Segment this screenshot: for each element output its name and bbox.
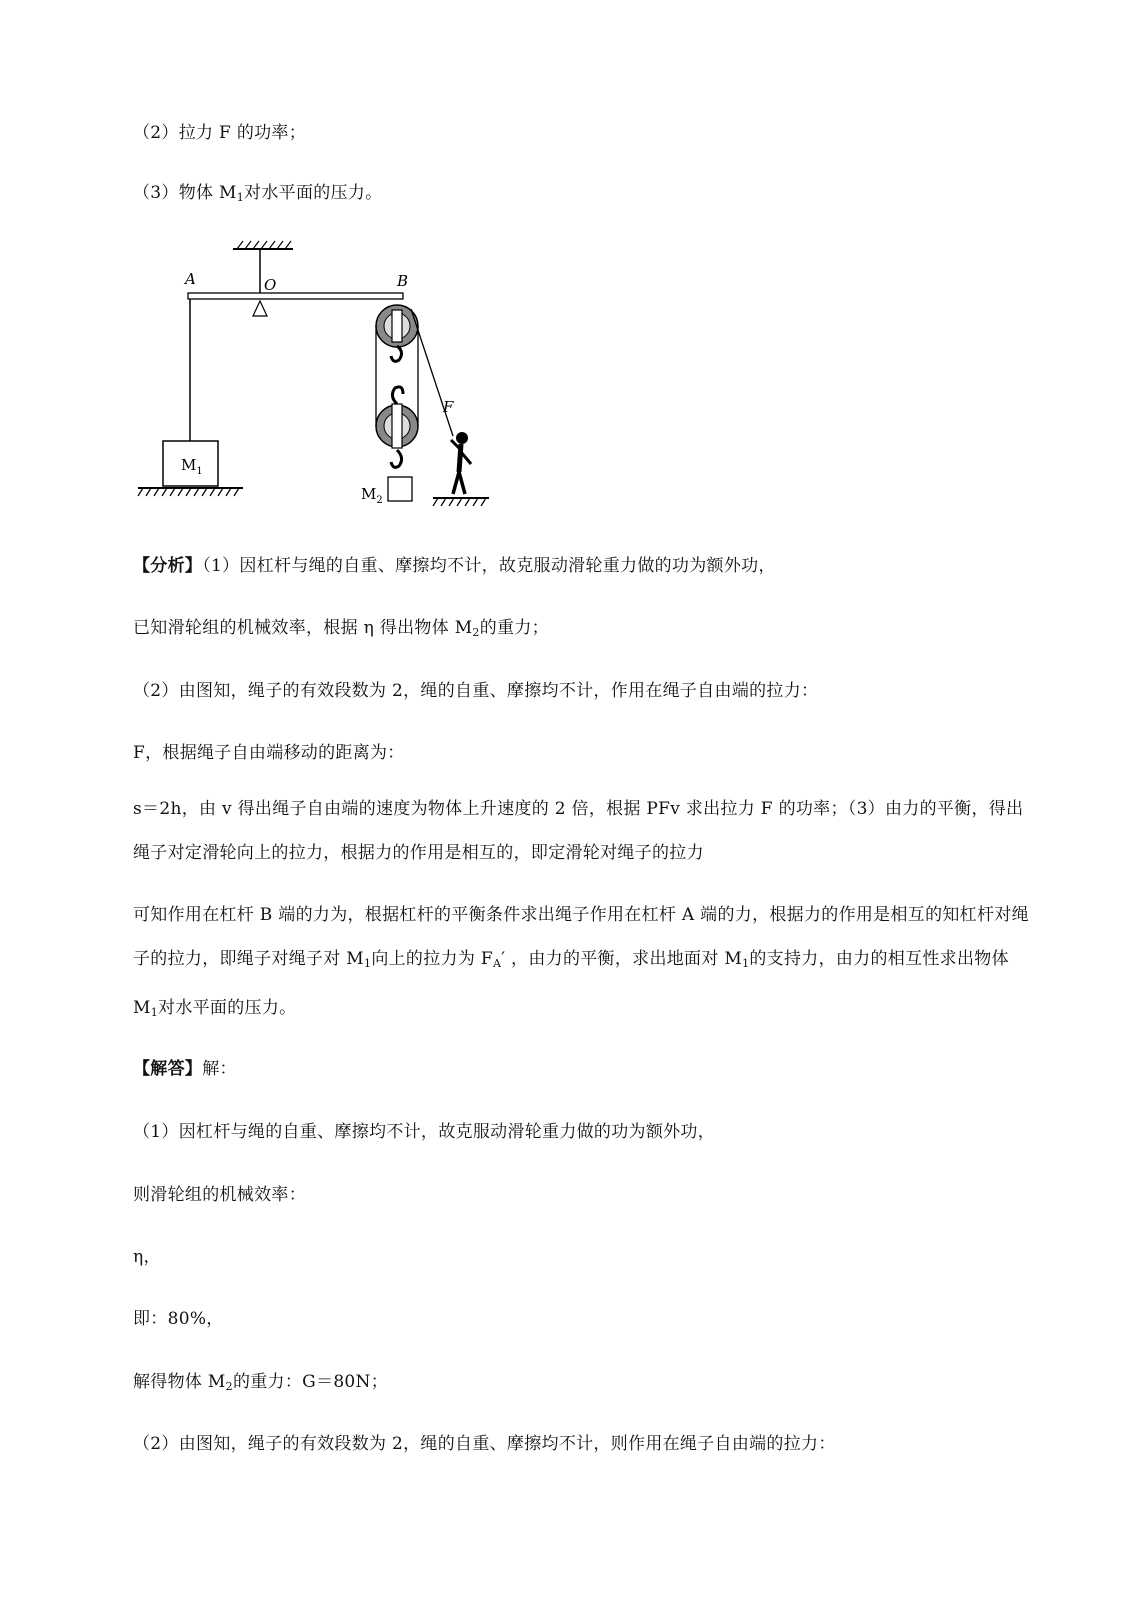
question-2: （2）拉力 F 的功率； [133,123,307,143]
analysis-line-3: （2）由图知，绳子的有效段数为 2，绳的自重、摩擦均不计，作用在绳子自由端的拉力： [133,681,819,701]
subscript: 2 [472,626,480,639]
solution-line-5: 解得物体 $M_2$的重力：G＝80N； [133,1372,389,1393]
block-m2 [388,477,412,501]
label-o: O [264,276,277,294]
question-3-text-end: 对水平面的压力。 [244,183,383,203]
ceiling-hatch [237,241,291,249]
solution-heading: 【解答】 [133,1059,203,1079]
subscript: 1 [236,191,245,204]
hook-mid [392,387,403,404]
analysis-text: （1）因杠杆与绳的自重、摩擦均不计，故克服动滑轮重力做的功为额外功， [202,556,776,576]
analysis-line-5: s＝2h，由 v 得出绳子自由端的速度为物体上升速度的 2 倍，根据 PFv 求出拉力 F 的功率；（3）由力的平衡，得出绳子对定滑轮向上的拉力，根据力的作用是相互的，即定滑轮对绳子的拉力 [133,799,1024,863]
label-f: F [443,398,454,416]
rope-free-end [411,309,453,436]
solution-line-4: 即：80%， [133,1309,224,1329]
solution-heading-line: 【解答】解： [133,1059,237,1079]
label-a: A [185,270,196,288]
subscript: 2 [225,1380,233,1393]
ground-left-hatch [138,488,239,496]
ground-right-hatch [433,498,486,506]
hook-lower [391,450,402,467]
question-3 [133,178,382,204]
fulcrum [253,301,267,316]
analysis-line-6: 可知作用在杠杆 B 端的力为，根据杠杆的平衡条件求出绳子作用在杠杆 A 端的力，根据力的作用是相互的知杠杆对绳子的拉力，即绳子对绳子对 $M_1$向上的拉力为 $F_A'$ ，由力的平衡，求出地面对 $M_1$的支持力，由力的相互性求出物体 $M_1$对水平面的压力。 [133,905,1029,1019]
solution-line-6: （2）由图知，绳子的有效段数为 2，绳的自重、摩擦均不计，则作用在绳子自由端的拉力： [133,1434,836,1454]
label-m1: $M_1$ [181,456,203,477]
analysis-line-2: 已知滑轮组的机械效率，根据 η 得出物体 $M_2$的重力； [133,618,549,639]
lever-bar [188,293,403,299]
lever-pulley-diagram [133,236,513,526]
label-m2: $M_2$ [361,485,383,506]
analysis-line-1 [133,551,776,576]
question-3-text: （3）物体 M [133,183,237,203]
hook-upper [391,346,402,361]
analysis-heading: 【分析】 [133,556,203,576]
label-b: B [397,272,409,290]
solution-line-2: 则滑轮组的机械效率： [133,1185,306,1205]
solution-line-3: η， [133,1247,161,1267]
analysis-line-4: F，根据绳子自由端移动的距离为： [133,743,405,763]
person-figure [451,432,471,494]
solution-line-1: （1）因杠杆与绳的自重、摩擦均不计，故克服动滑轮重力做的功为额外功， [133,1122,716,1142]
